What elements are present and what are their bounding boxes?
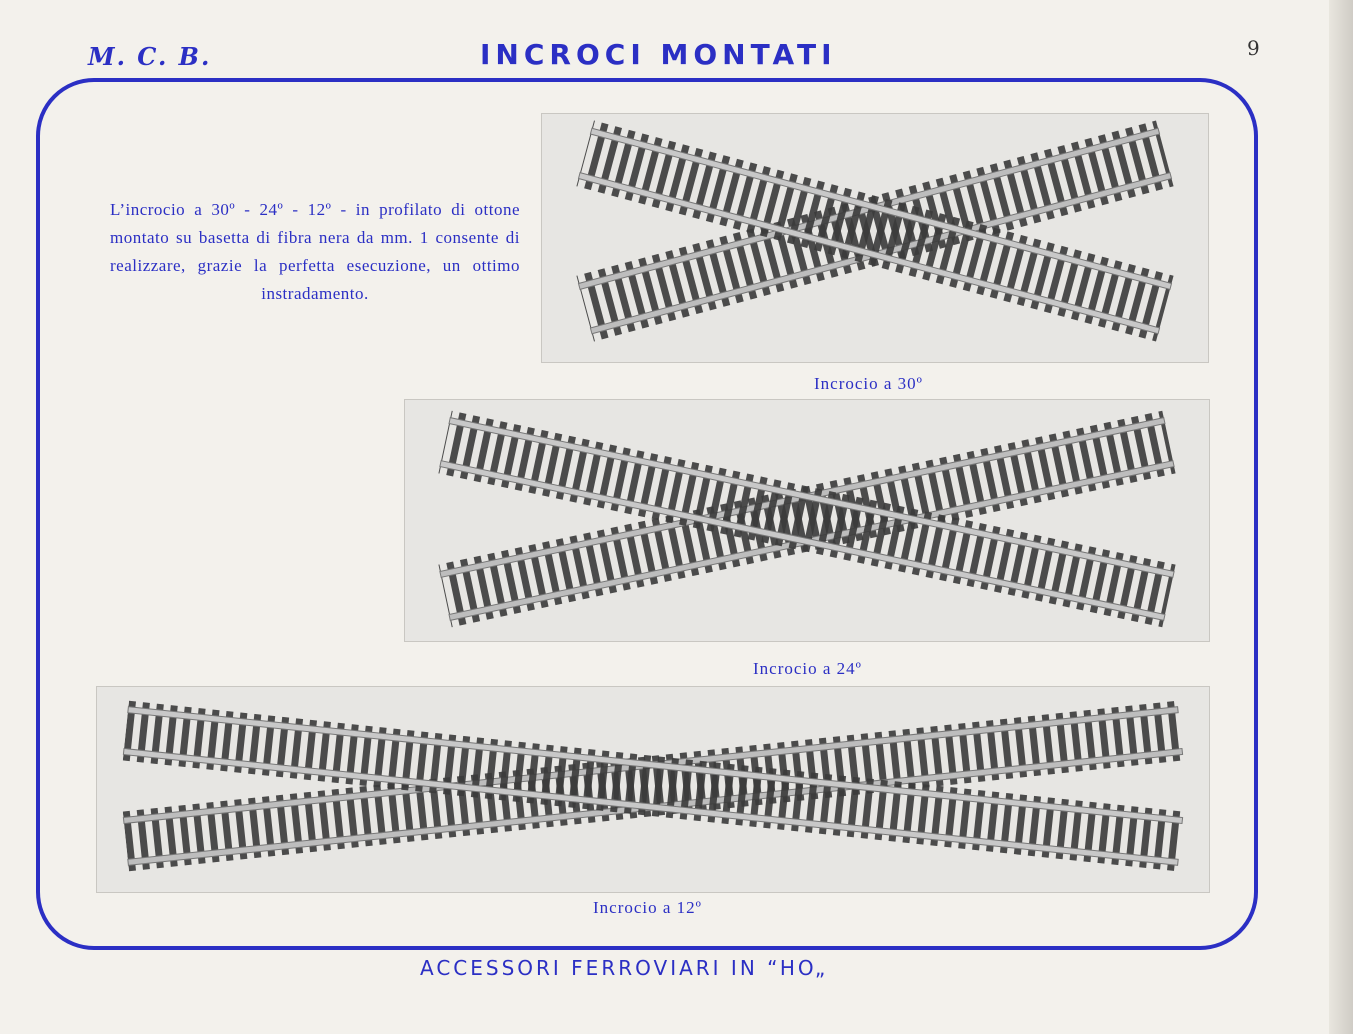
crossing-24-image	[404, 399, 1210, 642]
page-title: INCROCI MONTATI	[480, 38, 837, 71]
crossing-12-image	[96, 686, 1210, 893]
photo-crossing-30	[541, 113, 1209, 363]
page-edge-shadow	[1329, 0, 1353, 1034]
footer-title: ACCESSORI FERROVIARI IN “HO„	[420, 956, 829, 980]
page-number: 9	[1247, 36, 1260, 60]
caption-crossing-30: Incrocio a 30º	[814, 374, 923, 393]
description-text: L’incrocio a 30º - 24º - 12º - in profilato di ottone montato su basetta di fibra nera da mm. 1 consente di realizzare, grazie la perfetta esecuzione, un ottimo instradamento.	[110, 200, 520, 303]
photo-crossing-24	[404, 399, 1210, 642]
crossing-30-image	[541, 113, 1209, 363]
caption-crossing-24: Incrocio a 24º	[753, 659, 862, 678]
brand-mark: M. C. B.	[88, 42, 212, 71]
photo-crossing-12	[96, 686, 1210, 893]
caption-crossing-12: Incrocio a 12º	[593, 898, 702, 917]
